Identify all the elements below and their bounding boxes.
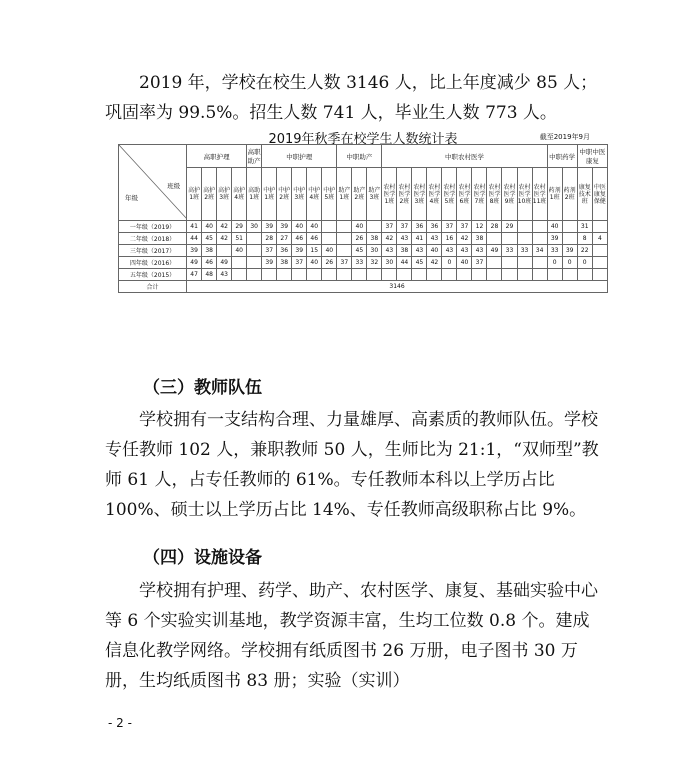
table-cell: 37 — [262, 245, 277, 257]
table-cell: 39 — [277, 221, 292, 233]
table-cell: 41 — [412, 233, 427, 245]
table-cell — [292, 269, 307, 281]
table-cell: 51 — [232, 233, 247, 245]
subcolumn-header: 助产1班 — [337, 168, 352, 221]
subcolumn-header: 农村医学8班 — [487, 168, 502, 221]
table-row — [119, 269, 608, 281]
table-cell — [562, 221, 577, 233]
table-cell: 43 — [412, 245, 427, 257]
table-cell: 43 — [397, 233, 412, 245]
table-cell — [532, 233, 547, 245]
subcolumn-header: 农村医学3班 — [412, 168, 427, 221]
table-cell: 46 — [202, 257, 217, 269]
subcolumn-header: 高护2班 — [202, 168, 217, 221]
table-cell: 37 — [397, 221, 412, 233]
table-cell — [217, 245, 232, 257]
table-cell: 32 — [367, 257, 382, 269]
table-subheader-row — [119, 168, 608, 221]
table-cell — [337, 269, 352, 281]
table-cell: 42 — [457, 233, 472, 245]
table-cell: 37 — [442, 221, 457, 233]
table-cell — [232, 269, 247, 281]
table-cell: 31 — [577, 221, 592, 233]
table-cell: 43 — [427, 233, 442, 245]
table-cell: 34 — [532, 245, 547, 257]
subcolumn-header: 药剂2班 — [562, 168, 577, 221]
table-cell: 30 — [382, 257, 397, 269]
subcolumn-header: 高助1班 — [247, 168, 262, 221]
subcolumn-header: 农村医学10班 — [517, 168, 532, 221]
table-cell: 37 — [337, 257, 352, 269]
table-cell — [457, 269, 472, 281]
table-cell — [517, 221, 532, 233]
table-cell: 36 — [277, 245, 292, 257]
subcolumn-header: 高护1班 — [187, 168, 202, 221]
table-cell: 39 — [547, 233, 562, 245]
table-cell: 8 — [577, 233, 592, 245]
subcolumn-header: 农村医学7班 — [472, 168, 487, 221]
table-cell: 40 — [307, 221, 322, 233]
table-cell — [577, 269, 592, 281]
page-number: - 2 - — [108, 716, 132, 730]
table-cell — [487, 233, 502, 245]
table-cell — [532, 269, 547, 281]
subcolumn-header: 药剂1班 — [547, 168, 562, 221]
subcolumn-header: 中护4班 — [307, 168, 322, 221]
table-cell — [232, 257, 247, 269]
table-cell: 38 — [202, 245, 217, 257]
subcolumn-header: 中护1班 — [262, 168, 277, 221]
table-cell: 38 — [367, 233, 382, 245]
table-cell: 39 — [562, 245, 577, 257]
table-cell: 38 — [397, 245, 412, 257]
table-cell — [337, 233, 352, 245]
table-cell: 44 — [397, 257, 412, 269]
table-cell — [382, 269, 397, 281]
table-cell: 38 — [277, 257, 292, 269]
table-cell — [517, 257, 532, 269]
group-header: 中职助产 — [337, 145, 382, 168]
table-row — [119, 221, 608, 233]
table-cell — [262, 269, 277, 281]
table-cell — [397, 269, 412, 281]
table-cell: 16 — [442, 233, 457, 245]
table-cell: 45 — [202, 233, 217, 245]
table-cell — [517, 233, 532, 245]
table-cell: 48 — [202, 269, 217, 281]
table-cell: 36 — [427, 221, 442, 233]
table-cell: 40 — [202, 221, 217, 233]
table-cell — [337, 245, 352, 257]
group-header: 高职助产 — [247, 145, 262, 168]
table-cell — [502, 269, 517, 281]
group-header: 中职中医康复 — [577, 145, 607, 168]
table-cell — [502, 257, 517, 269]
table-cell: 44 — [187, 233, 202, 245]
subcolumn-header: 农村医学2班 — [397, 168, 412, 221]
table-cell: 4 — [592, 233, 607, 245]
table-cell: 39 — [187, 245, 202, 257]
group-header: 中职农村医学 — [382, 145, 547, 168]
table-cell — [517, 269, 532, 281]
table-cell — [592, 245, 607, 257]
total-label: 合计 — [119, 281, 187, 293]
table-cell — [547, 269, 562, 281]
paragraph-enrollment: 2019 年，学校在校生人数 3146 人，比上年度减少 85 人；巩固率为 99.5%。招生人数 741 人，毕业生人数 773 人。 — [105, 73, 598, 123]
table-row — [119, 233, 608, 245]
row-label: 二年级（2018） — [119, 233, 187, 245]
table-cell: 47 — [187, 269, 202, 281]
table-cell — [592, 221, 607, 233]
table-cell: 28 — [262, 233, 277, 245]
table-cell: 26 — [322, 257, 337, 269]
table-cell: 43 — [217, 269, 232, 281]
table-cell: 33 — [517, 245, 532, 257]
table-cell — [487, 269, 502, 281]
table-cell — [367, 221, 382, 233]
table-cell — [487, 257, 502, 269]
table-cell: 37 — [292, 257, 307, 269]
table-cell — [337, 221, 352, 233]
table-cell: 29 — [502, 221, 517, 233]
table-cell: 40 — [547, 221, 562, 233]
paragraph-facilities: 学校拥有护理、药学、助产、农村医学、康复、基础实验中心等 6 个实验实训基地，教学资源丰富，生均工位数 0.8 个。建成信息化教学网络。学校拥有纸质图书 26 万册，电子图书 30 万册，生均纸质图书 83 册；实验（实训） — [105, 581, 598, 691]
table-group-header-row — [119, 145, 608, 168]
table-cell: 40 — [232, 245, 247, 257]
table-cell: 33 — [502, 245, 517, 257]
table-cell: 15 — [307, 245, 322, 257]
corner-grade-label: 年级 — [125, 194, 138, 202]
subcolumn-header: 中护2班 — [277, 168, 292, 221]
table-cell — [352, 269, 367, 281]
table-cell: 33 — [547, 245, 562, 257]
table-cell: 42 — [382, 233, 397, 245]
table-cell: 33 — [352, 257, 367, 269]
table-cell — [472, 269, 487, 281]
table-cell: 43 — [442, 245, 457, 257]
table-cell: 0 — [577, 257, 592, 269]
subcolumn-header: 农村医学4班 — [427, 168, 442, 221]
table-cell — [502, 233, 517, 245]
table-total-row — [119, 281, 608, 293]
heading-facilities: （四）设施设备 — [143, 548, 262, 568]
table-cell — [412, 269, 427, 281]
row-label: 四年级（2016） — [119, 257, 187, 269]
table-cell: 28 — [487, 221, 502, 233]
subcolumn-header: 农村医学1班 — [382, 168, 397, 221]
table-cell: 45 — [412, 257, 427, 269]
table-cell: 43 — [472, 245, 487, 257]
subcolumn-header: 农村医学5班 — [442, 168, 457, 221]
table-cell — [562, 233, 577, 245]
corner-class-label: 班级 — [167, 182, 181, 190]
table-cell: 40 — [427, 245, 442, 257]
table-cell: 12 — [472, 221, 487, 233]
table-cell: 40 — [292, 221, 307, 233]
table-cell: 38 — [472, 233, 487, 245]
table-cell: 39 — [262, 257, 277, 269]
table-cell — [247, 233, 262, 245]
table-cell: 43 — [382, 245, 397, 257]
table-cell: 40 — [352, 221, 367, 233]
table-cell: 37 — [457, 221, 472, 233]
table-cell: 40 — [322, 245, 337, 257]
subcolumn-header: 农村医学6班 — [457, 168, 472, 221]
table-cell — [427, 269, 442, 281]
subcolumn-header: 农村医学11班 — [532, 168, 547, 221]
table-cell: 29 — [232, 221, 247, 233]
subcolumn-header: 康复技术班 — [577, 168, 592, 221]
subcolumn-header: 高护3班 — [217, 168, 232, 221]
table-cell: 39 — [292, 245, 307, 257]
table-cell: 37 — [472, 257, 487, 269]
table-cell — [442, 269, 457, 281]
subcolumn-header: 中护3班 — [292, 168, 307, 221]
subcolumn-header: 中医康复保健 — [592, 168, 607, 221]
table-cell — [247, 257, 262, 269]
table-cell: 36 — [412, 221, 427, 233]
table-cell: 40 — [307, 257, 322, 269]
table-cell: 30 — [247, 221, 262, 233]
table-cell — [322, 221, 337, 233]
table-row — [119, 257, 608, 269]
table-cell: 37 — [382, 221, 397, 233]
paragraph-teachers: 学校拥有一支结构合理、力量雄厚、高素质的教师队伍。学校专任教师 102 人，兼职教师 50 人，生师比为 21:1，“双师型”教师 61 人，占专任教师的 61%。专任教师本科以上学历占比 100%、硕士以上学历占比 14%、专任教师高级职称占比 9%。 — [105, 410, 599, 520]
table-row — [119, 245, 608, 257]
table-cell: 42 — [217, 221, 232, 233]
student-stats-table — [118, 144, 608, 293]
table-cell: 22 — [577, 245, 592, 257]
table-cell: 45 — [352, 245, 367, 257]
table-cell — [307, 269, 322, 281]
row-label: 一年级（2019） — [119, 221, 187, 233]
table-date-note: 截至2019年9月 — [539, 133, 590, 141]
table-cell — [532, 257, 547, 269]
table-cell — [562, 269, 577, 281]
table-title: 2019年秋季在校学生人数统计表 — [268, 132, 458, 147]
table-cell — [592, 269, 607, 281]
table-cell: 46 — [292, 233, 307, 245]
subcolumn-header: 助产3班 — [367, 168, 382, 221]
table-cell: 26 — [352, 233, 367, 245]
group-header: 中职药学 — [547, 145, 577, 168]
group-header: 高职护理 — [187, 145, 247, 168]
table-cell — [592, 257, 607, 269]
subcolumn-header: 中护5班 — [322, 168, 337, 221]
heading-teachers: （三）教师队伍 — [143, 378, 262, 398]
subcolumn-header: 助产2班 — [352, 168, 367, 221]
table-cell: 49 — [487, 245, 502, 257]
table-cell: 0 — [562, 257, 577, 269]
table-cell: 0 — [442, 257, 457, 269]
subcolumn-header: 农村医学9班 — [502, 168, 517, 221]
table-cell: 30 — [367, 245, 382, 257]
table-cell: 49 — [217, 257, 232, 269]
table-cell — [277, 269, 292, 281]
row-label: 五年级（2015） — [119, 269, 187, 281]
table-cell: 43 — [457, 245, 472, 257]
table-cell — [247, 269, 262, 281]
table-cell: 27 — [277, 233, 292, 245]
total-value: 3146 — [187, 281, 608, 293]
table-cell: 39 — [262, 221, 277, 233]
table-corner-cell — [119, 145, 187, 221]
row-label: 三年级（2017） — [119, 245, 187, 257]
table-cell — [367, 269, 382, 281]
table-cell: 42 — [427, 257, 442, 269]
table-cell — [322, 233, 337, 245]
table-cell — [247, 245, 262, 257]
table-cell: 42 — [217, 233, 232, 245]
subcolumn-header: 高护4班 — [232, 168, 247, 221]
table-cell: 0 — [547, 257, 562, 269]
table-cell: 49 — [187, 257, 202, 269]
table-cell: 41 — [187, 221, 202, 233]
table-cell: 40 — [457, 257, 472, 269]
student-stats-table-block — [118, 128, 608, 320]
group-header: 中职护理 — [262, 145, 337, 168]
table-cell — [532, 221, 547, 233]
table-cell — [322, 269, 337, 281]
table-cell: 46 — [307, 233, 322, 245]
